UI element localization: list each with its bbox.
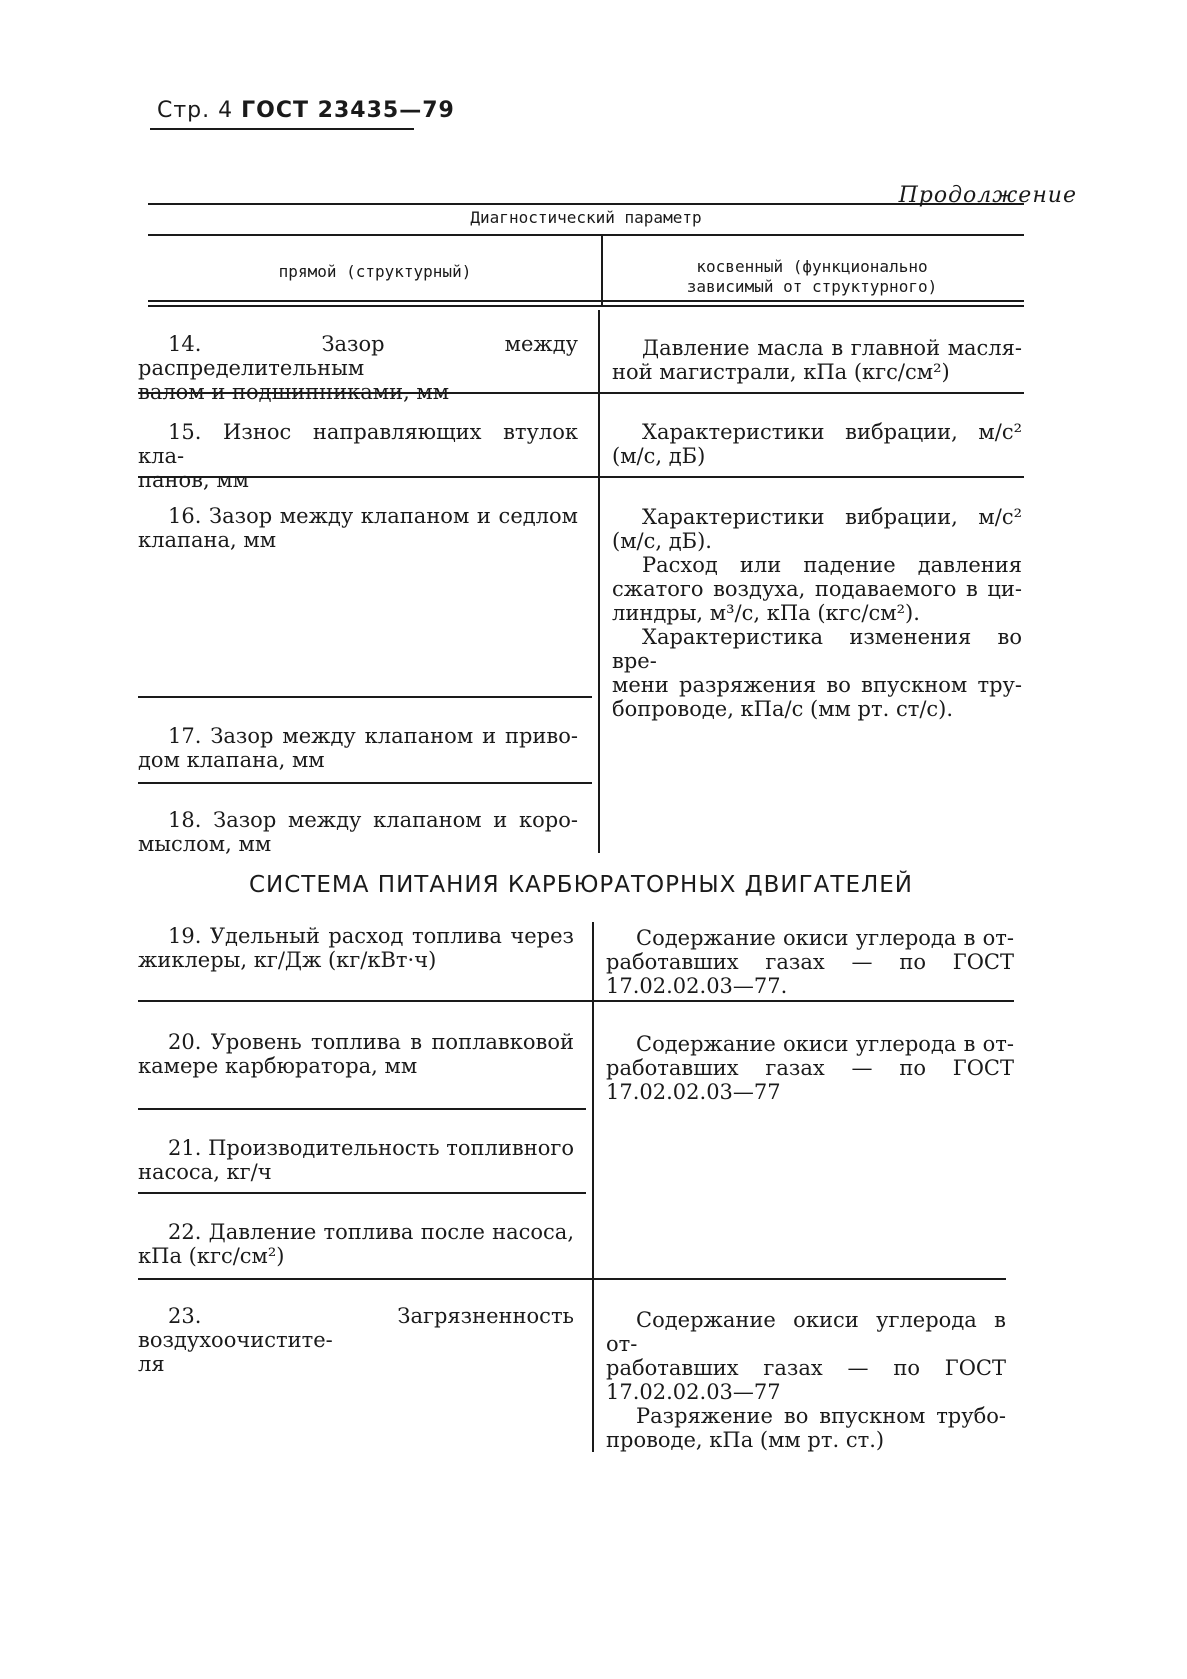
row-21-rule	[138, 1192, 586, 1194]
column-indirect-heading: косвенный (функционально зависимый от структурного)	[686, 257, 938, 296]
row-22-rule	[138, 1278, 1006, 1280]
row-18-direct: 18. Зазор между клапаном и коро- мыслом, мм	[138, 808, 578, 856]
header-rule	[150, 128, 414, 130]
row-19-rule	[138, 1000, 1014, 1002]
row-17-direct: 17. Зазор между клапаном и приво- дом клапана, мм	[138, 724, 578, 772]
row-15-indirect: Характеристики вибрации, м/с² (м/с, дБ)	[612, 420, 1022, 468]
row-14-direct: 14. Зазор между распределительным валом и подшипниками, мм	[138, 332, 578, 404]
row-16-direct: 16. Зазор между клапаном и седлом клапана, мм	[138, 504, 578, 552]
table-top-rule	[148, 203, 1024, 205]
page-label: Стр. 4	[157, 98, 234, 123]
row-15-direct: 15. Износ направляющих втулок кла- панов, мм	[138, 420, 578, 492]
row-21-direct: 21. Производительность топливного насоса, кг/ч	[138, 1136, 574, 1184]
section-title: СИСТЕМА ПИТАНИЯ КАРБЮРАТОРНЫХ ДВИГАТЕЛЕЙ	[248, 872, 914, 898]
row-19-direct: 19. Удельный расход топлива через жиклеры, кг/Дж (кг/кВт·ч)	[138, 924, 574, 972]
row-16-indirect: Характеристики вибрации, м/с² (м/с, дБ). Расход или падение давления сжатого воздуха, подаваемого в ци- линдры, м³/с, кПа (кгс/см²). Характеристика изменения во вре- мени разряжения во впускном тру- бопроводе, кПа/с (мм рт. ст/с).	[612, 505, 1022, 721]
row-15-rule	[138, 476, 1024, 478]
table-head-bottom-rule	[148, 300, 1024, 302]
row-16-rule	[138, 696, 592, 698]
row-23-direct: 23. Загрязненность воздухоочистите- ля	[138, 1304, 574, 1376]
row-19-indirect: Содержание окиси углерода в от- работавших газах — по ГОСТ 17.02.02.03—77.	[606, 926, 1014, 998]
head-column-divider	[601, 236, 603, 306]
standard-number: ГОСТ 23435—79	[241, 98, 455, 123]
table-head-rule	[148, 234, 1024, 236]
row-14-rule	[138, 392, 1024, 394]
continuation-label: Продолжение	[898, 183, 1077, 208]
column-direct-heading: прямой (структурный)	[278, 262, 472, 281]
table-group-heading: Диагностический параметр	[470, 208, 702, 227]
row-17-rule	[138, 782, 592, 784]
table-head-bottom-rule-2	[148, 305, 1024, 307]
row-23-indirect: Содержание окиси углерода в от- работавших газах — по ГОСТ 17.02.02.03—77 Разряжение во впускном трубо- проводе, кПа (мм рт. ст.)	[606, 1308, 1006, 1452]
row-20-rule	[138, 1108, 586, 1110]
page-header	[157, 98, 455, 123]
row-22-direct: 22. Давление топлива после насоса, кПа (кгс/см²)	[138, 1220, 574, 1268]
row-20-indirect: Содержание окиси углерода в от- работавших газах — по ГОСТ 17.02.02.03—77	[606, 1032, 1014, 1104]
row-14-indirect: Давление масла в главной масля- ной магистрали, кПа (кгс/см²)	[612, 336, 1022, 384]
row-20-direct: 20. Уровень топлива в поплавковой камере карбюратора, мм	[138, 1030, 574, 1078]
